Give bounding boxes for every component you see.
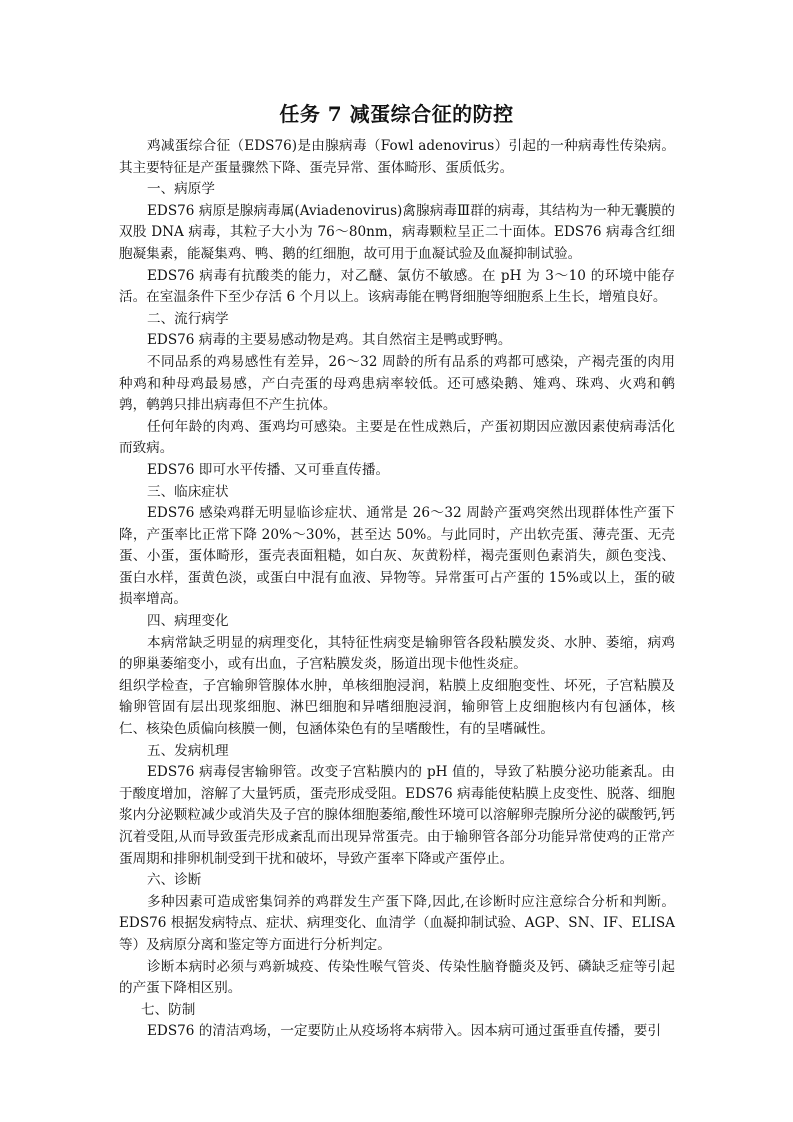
paragraph: 多种因素可造成密集饲养的鸡群发生产蛋下降,因此,在诊断时应注意综合分析和判断。EDS76 根据发病特点、症状、病理变化、血清学（血凝抑制试验、AGP、SN、IF、ELISA 等）及病原分离和鉴定等方面进行分析判定。	[119, 893, 675, 953]
paragraph: 组织学检查，子宫输卵管腺体水肿，单核细胞浸润，粘膜上皮细胞变性、坏死，子宫粘膜及输卵管固有层出现浆细胞、淋巴细胞和异嗜细胞浸润，输卵管上皮细胞核内有包涵体，核仁、核染色质偏向核膜一侧，包涵体染色有的呈嗜酸性，有的呈嗜碱性。	[119, 677, 675, 738]
section-heading: 二、流行病学	[147, 310, 229, 327]
paragraph: EDS76 病毒的主要易感动物是鸡。其自然宿主是鸭或野鸭。	[147, 332, 512, 349]
paragraph: EDS76 病原是腺病毒属(Aviadenovirus)禽腺病毒Ⅲ群的病毒，其结构为一种无囊膜的双股 DNA 病毒，其粒子大小为 76～80nm，病毒颗粒呈正二十面体。EDS76 病毒含红细胞凝集素，能凝集鸡、鸭、鹅的红细胞，故可用于血凝试验及血凝抑制试验。	[119, 202, 675, 262]
paragraph: 诊断本病时必须与鸡新城疫、传染性喉气管炎、传染性脑脊髓炎及钙、磷缺乏症等引起的产蛋下降相区别。	[119, 958, 675, 997]
paragraph: 不同品系的鸡易感性有差异，26～32 周龄的所有品系的鸡都可感染，产褐壳蛋的肉用种鸡和种母鸡最易感，产白壳蛋的母鸡患病率较低。还可感染鹅、雉鸡、珠鸡、火鸡和鹌鹑，鹌鹑只排出病毒但不产生抗体。	[119, 353, 675, 414]
paragraph: 任何年龄的肉鸡、蛋鸡均可感染。主要是在性成熟后，产蛋初期因应激因素使病毒活化而致病。	[119, 418, 675, 457]
paragraph: EDS76 感染鸡群无明显临诊症状、通常是 26～32 周龄产蛋鸡突然出现群体性产蛋下降，产蛋率比正常下降 20%～30%，甚至达 50%。与此同时，产出软壳蛋、薄壳蛋、无壳蛋、小蛋，蛋体畸形，蛋壳表面粗糙，如白灰、灰黄粉样，褐壳蛋则色素消失，颜色变浅、蛋白水样，蛋黄色淡，或蛋白中混有血液、异物等。异常蛋可占产蛋的 15%或以上，蛋的破损率增高。	[119, 505, 675, 608]
section-heading: 一、病原学	[147, 181, 215, 198]
paragraph: EDS76 病毒有抗酸类的能力，对乙醚、氯仿不敏感。在 pH 为 3～10 的环境中能存活。在室温条件下至少存活 6 个月以上。该病毒能在鸭肾细胞等细胞系上生长，增殖良好。	[119, 267, 675, 306]
paragraph: EDS76 病毒侵害输卵管。改变子宫粘膜内的 pH 值的，导致了粘膜分泌功能紊乱。由于酸度增加，溶解了大量钙质，蛋壳形成受阻。EDS76 病毒能使粘膜上皮变性、脱落、细胞浆内分泌颗粒减少或消失及子宫的腺体细胞萎缩,酸性环境可以溶解卵壳腺所分泌的碳酸钙,钙沉着受阻,从而导致蛋壳形成紊乱而出现异常蛋壳。由于输卵管各部分功能异常使鸡的正常产蛋周期和排卵机制受到干扰和破坏，导致产蛋率下降或产蛋停止。	[119, 764, 675, 867]
paragraph: 本病常缺乏明显的病理变化，其特征性病变是输卵管各段粘膜发炎、水肿、萎缩，病鸡的卵巢萎缩变小，或有出血，子宫粘膜发炎，肠道出现卡他性炎症。	[119, 634, 675, 673]
section-heading: 七、防制	[141, 1001, 196, 1018]
document-body	[119, 136, 675, 1043]
section-heading: 六、诊断	[147, 872, 202, 889]
section-heading: 四、病理变化	[147, 613, 229, 630]
page-title: 任务 7 减蛋综合征的防控	[279, 102, 514, 126]
section-heading: 五、发病机理	[147, 742, 229, 759]
paragraph: EDS76 即可水平传播、又可垂直传播。	[147, 461, 390, 478]
section-heading: 三、临床症状	[147, 483, 229, 500]
paragraph: 鸡减蛋综合征（EDS76)是由腺病毒（Fowl adenovirus）引起的一种病毒性传染病。其主要特征是产蛋量骤然下降、蛋壳异常、蛋体畸形、蛋质低劣。	[119, 138, 675, 176]
paragraph: EDS76 的清洁鸡场，一定要防止从疫场将本病带入。因本病可通过蛋垂直传播，要引	[147, 1023, 661, 1040]
